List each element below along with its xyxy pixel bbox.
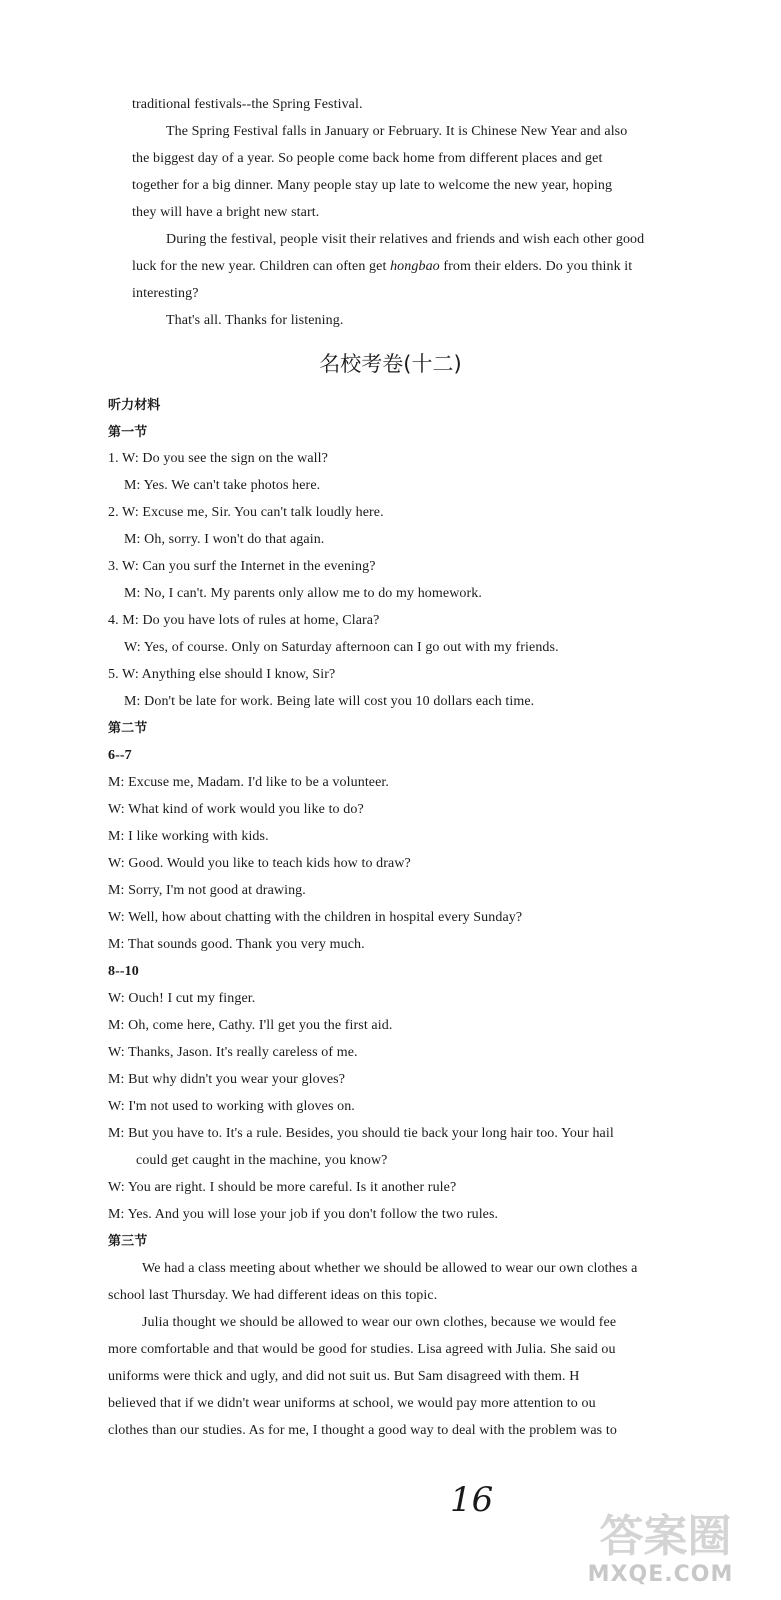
passage-line-7: clothes than our studies. As for me, I thought a good way to deal with the problem was to xyxy=(108,1423,617,1438)
intro-line-3: the biggest day of a year. So people come back home from different places and get xyxy=(132,151,603,166)
passage-line-4: more comfortable and that would be good for studies. Lisa agreed with Julia. She said ou xyxy=(108,1342,616,1357)
dialog-2-m: M: Oh, sorry. I won't do that again. xyxy=(124,532,325,547)
intro-line-7a: luck for the new year. Children can often get xyxy=(132,259,387,274)
intro-line-7 xyxy=(132,258,632,276)
dialog810-line-1: W: Ouch! I cut my finger. xyxy=(108,991,256,1006)
dialog810-line-2: M: Oh, come here, Cathy. I'll get you the first aid. xyxy=(108,1018,393,1033)
section-1-label: 第一节 xyxy=(108,425,148,440)
dialog810-line-6-cont: could get caught in the machine, you know? xyxy=(136,1153,388,1168)
dialog67-line-1: M: Excuse me, Madam. I'd like to be a volunteer. xyxy=(108,775,390,790)
intro-line-4: together for a big dinner. Many people stay up late to welcome the new year, hoping xyxy=(132,178,613,193)
exam-title: 名校考卷(十二) xyxy=(319,352,462,376)
dialog810-line-4: M: But why didn't you wear your gloves? xyxy=(108,1072,346,1087)
dialog-4-w: W: Yes, of course. Only on Saturday afternoon can I go out with my friends. xyxy=(124,640,559,655)
section-2-label: 第二节 xyxy=(108,721,148,736)
dialog-1-m: M: Yes. We can't take photos here. xyxy=(124,478,321,493)
dialog67-line-3: M: I like working with kids. xyxy=(108,829,269,844)
dialog810-line-5: W: I'm not used to working with gloves on. xyxy=(108,1099,355,1114)
intro-line-5: they will have a bright new start. xyxy=(132,205,320,220)
intro-line-2: The Spring Festival falls in January or February. It is Chinese New Year and also xyxy=(166,124,628,139)
passage-line-1: We had a class meeting about whether we should be allowed to wear our own clothes a xyxy=(142,1261,638,1276)
dialog67-line-5: M: Sorry, I'm not good at drawing. xyxy=(108,883,306,898)
question-6-7-label: 6--7 xyxy=(108,748,132,763)
passage-line-2: school last Thursday. We had different ideas on this topic. xyxy=(108,1288,438,1303)
intro-line-9: That's all. Thanks for listening. xyxy=(166,313,344,328)
dialog810-line-6: M: But you have to. It's a rule. Besides, you should tie back your long hair too. Your hail xyxy=(108,1126,614,1141)
intro-line-8: interesting? xyxy=(132,286,199,301)
passage-line-5: uniforms were thick and ugly, and did not suit us. But Sam disagreed with them. H xyxy=(108,1369,580,1384)
intro-line-1: traditional festivals--the Spring Festival. xyxy=(132,97,363,112)
page-number: 16 xyxy=(450,1480,494,1520)
passage-line-6: believed that if we didn't wear uniforms at school, we would pay more attention to ou xyxy=(108,1396,596,1411)
watermark-logo xyxy=(548,1500,773,1592)
dialog67-line-2: W: What kind of work would you like to do? xyxy=(108,802,364,817)
intro-line-6: During the festival, people visit their relatives and friends and wish each other good xyxy=(166,232,645,247)
dialog810-line-7: W: You are right. I should be more careful. Is it another rule? xyxy=(108,1180,457,1195)
dialog-1-w: 1. W: Do you see the sign on the wall? xyxy=(108,451,328,466)
passage-line-3: Julia thought we should be allowed to wear our own clothes, because we would fee xyxy=(142,1315,617,1330)
dialog67-line-6: W: Well, how about chatting with the children in hospital every Sunday? xyxy=(108,910,523,925)
dialog810-line-3: W: Thanks, Jason. It's really careless of me. xyxy=(108,1045,358,1060)
watermark-url: MXQE.COM xyxy=(587,1562,734,1587)
question-8-10-label: 8--10 xyxy=(108,964,139,979)
watermark-cjk: 答案圈 xyxy=(599,1511,732,1562)
hongbao-term: hongbao xyxy=(390,259,440,274)
dialog-3-m: M: No, I can't. My parents only allow me to do my homework. xyxy=(124,586,482,601)
dialog-4-m: 4. M: Do you have lots of rules at home, Clara? xyxy=(108,613,380,628)
dialog67-line-7: M: That sounds good. Thank you very much. xyxy=(108,937,365,952)
dialog-5-w: 5. W: Anything else should I know, Sir? xyxy=(108,667,336,682)
dialog-3-w: 3. W: Can you surf the Internet in the evening? xyxy=(108,559,376,574)
dialog810-line-8: M: Yes. And you will lose your job if you don't follow the two rules. xyxy=(108,1207,499,1222)
dialog-2-w: 2. W: Excuse me, Sir. You can't talk loudly here. xyxy=(108,505,384,520)
section-3-label: 第三节 xyxy=(108,1234,148,1249)
dialog67-line-4: W: Good. Would you like to teach kids how to draw? xyxy=(108,856,411,871)
dialog-5-m: M: Don't be late for work. Being late will cost you 10 dollars each time. xyxy=(124,694,535,709)
intro-line-7b: from their elders. Do you think it xyxy=(443,259,633,274)
section-heading: 听力材料 xyxy=(108,398,161,413)
